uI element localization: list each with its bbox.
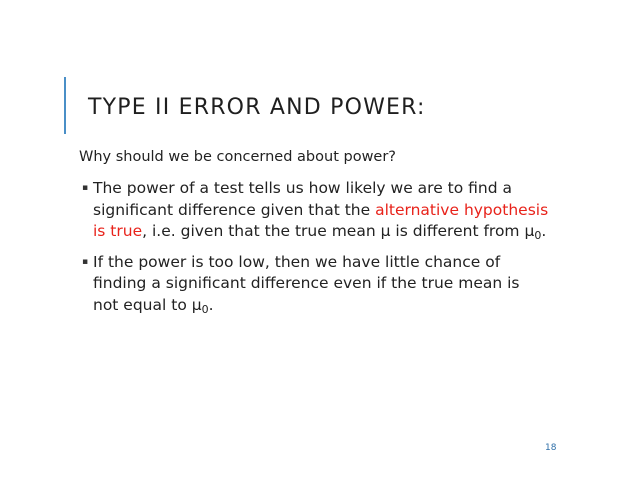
bullet-text: The power of a test tells us how likely we are to find a significant difference given that the [93, 179, 512, 219]
bullet-text-end: . [541, 222, 547, 240]
intro-question: Why should we be concerned about power? [79, 149, 397, 165]
highlighted-phrase: alternative hypothesis is true [93, 200, 549, 240]
title-accent-bar [64, 77, 66, 134]
bullet-text-end: . [208, 295, 214, 314]
subscript: 0 [534, 229, 542, 242]
bullet-list [79, 178, 549, 325]
slide-title: TYPE II ERROR AND POWER: [88, 95, 426, 120]
bullet-item-power-definition [79, 178, 549, 247]
bullet-text: If the power is too low, then we have little chance of finding a significant difference even if the true mean is not equal to μ [93, 252, 520, 314]
bullet-marker-icon: ▪ [82, 256, 89, 267]
bullet-item-low-power [79, 252, 549, 321]
subscript: 0 [201, 302, 209, 316]
page-number: 18 [545, 443, 557, 453]
bullet-marker-icon: ▪ [82, 183, 89, 193]
bullet-text: , i.e. given that the true mean μ is different from μ [142, 222, 535, 240]
